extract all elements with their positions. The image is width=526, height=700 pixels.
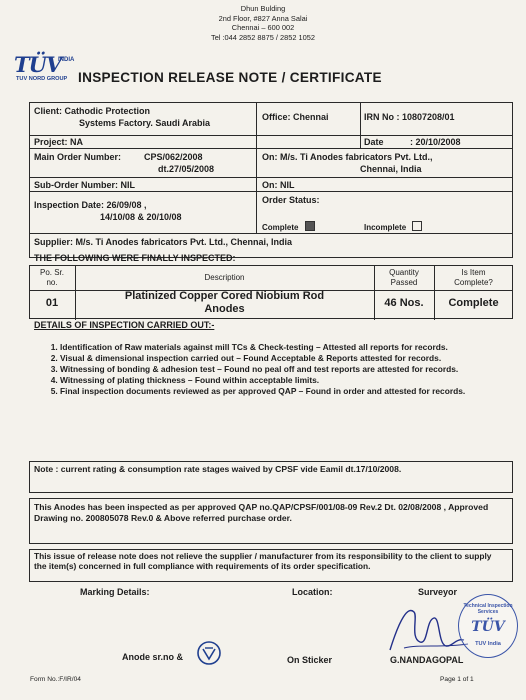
row-description [75,290,374,316]
tuv-logo [14,54,84,90]
address-line-2: 2nd Floor, #827 Anna Salai [218,13,308,23]
details-item: 1. Identification of Raw materials against mill TCs & Check-testing – Attested all reports for records. [60,342,500,352]
client-label: Client: [34,106,62,116]
stamp-text: Technical Inspection Services [463,603,513,615]
header-complete-line-2: Complete? [454,278,493,287]
incomplete-checkbox-icon [412,221,422,231]
header-po-line-1: Po. Sr. [39,268,64,277]
inspection-date-line-2: 14/10/08 & 20/10/08 [100,212,182,222]
main-order-number: CPS/062/2008 [144,152,203,162]
marking-details-label: Marking Details: [80,587,150,597]
logo-main: TÜV [14,52,62,77]
row-po: 01 [45,297,59,309]
anode-serial-label: Anode sr.no & [122,652,184,662]
header-complete [434,268,513,288]
signature-icon [380,598,470,658]
sub-order-number: Sub-Order Number: NIL [34,180,136,190]
main-order-on: On: M/s. Ti Anodes fabricators Pvt. Ltd., [262,152,433,162]
details-item: 4. Witnessing of plating thickness – Found within acceptable limits. [60,375,500,385]
row-quantity: 46 Nos. [384,297,424,309]
main-order-date: dt.27/05/2008 [158,164,215,174]
on-sticker-label: On Sticker [287,655,333,665]
project: Project: NA [34,137,84,147]
items-section-title: THE FOLLOWING WERE FINALLY INSPECTED: [34,253,236,263]
status-complete [262,221,315,232]
main-order-on-city: Chennai, India [360,164,422,174]
details-item: 2. Visual & dimensional inspection carried out – Found Acceptable & Reports attested for records. [60,353,500,363]
details-item: 5. Final inspection documents reviewed as per approved QAP – Found in order and attested for records. [60,386,500,396]
office: Office: Chennai [262,112,329,122]
supplier: Supplier: M/s. Ti Anodes fabricators Pvt. Ltd., Chennai, India [34,237,293,247]
page-number: Page 1 of 1 [440,676,474,683]
header-complete-line-1: Is Item [461,268,486,277]
header-qty-line-1: Quantity [389,268,419,277]
row-description-line-1: Platinized Copper Cored Niobium Rod [124,290,325,302]
address-line-4: Tel :044 2852 8875 / 2852 1052 [211,32,315,42]
form-number: Form No.:F/IR/04 [30,676,81,683]
date-label: Date [364,137,384,147]
client-line-2: Systems Factory. Saudi Arabia [79,118,211,128]
location-label: Location: [292,587,333,597]
logo-india: INDIA [58,57,75,63]
client-field [34,106,150,116]
complete-checkbox-icon [305,221,315,231]
header-description: Description [204,273,245,282]
stamp-brand: TÜV [471,619,505,635]
inspection-stamp [458,594,518,658]
header-po-line-2: no. [46,278,58,287]
details-item: 3. Witnessing of bonding & adhesion test – Found no peal off and test reports are attested for records. [60,364,500,374]
irn-number: IRN No : 10807208/01 [364,112,455,122]
header-qty-line-2: Passed [390,278,418,287]
office-address [0,4,526,42]
main-order-label: Main Order Number: [34,152,122,162]
address-line-3: Chennai – 600 002 [231,23,295,33]
surveyor-name: G.NANDAGOPAL [390,655,464,665]
logo-sub: TUV NORD GROUP [16,76,68,82]
details-title: DETAILS OF INSPECTION CARRIED OUT:- [34,320,215,330]
surveyor-label: Surveyor [418,587,458,597]
date-value: : 20/10/2008 [410,137,461,147]
header-quantity [374,268,434,288]
note-text: Note : current rating & consumption rate stages waived by CPSF vide Eamil dt.17/10/2008. [34,464,402,474]
header-po [29,268,75,288]
statement-text: This Anodes has been inspected as per approved QAP no.QAP/CPSF/001/08-09 Rev.2 Dt. 02/08/2008 , Approved Drawing no. 200805078 Rev.0 & Above referred purchase order. [34,502,489,523]
status-complete-label: Complete [262,223,299,232]
document-title: INSPECTION RELEASE NOTE / CERTIFICATE [78,70,382,85]
row-complete: Complete [448,297,499,309]
order-status-label: Order Status: [262,195,320,205]
details-list [46,342,500,397]
inspection-date-line-1: Inspection Date: 26/09/08 , [34,200,147,210]
client-line-1: Cathodic Protection [64,106,151,116]
disclaimer-text: This issue of release note does not relieve the supplier / manufacturer from its responsibility to the client to supply the item(s) concerned in full compliance with requirements of its order specification. [34,551,492,571]
status-incomplete-label: Incomplete [364,223,407,232]
row-description-line-2: Anodes [204,303,245,315]
stamp-india: TUV India [475,641,501,647]
address-line-1: Dhun Bulding [240,4,286,13]
status-incomplete [364,221,422,232]
sub-order-on: On: NIL [262,180,295,190]
tuv-mark-icon [196,640,222,666]
